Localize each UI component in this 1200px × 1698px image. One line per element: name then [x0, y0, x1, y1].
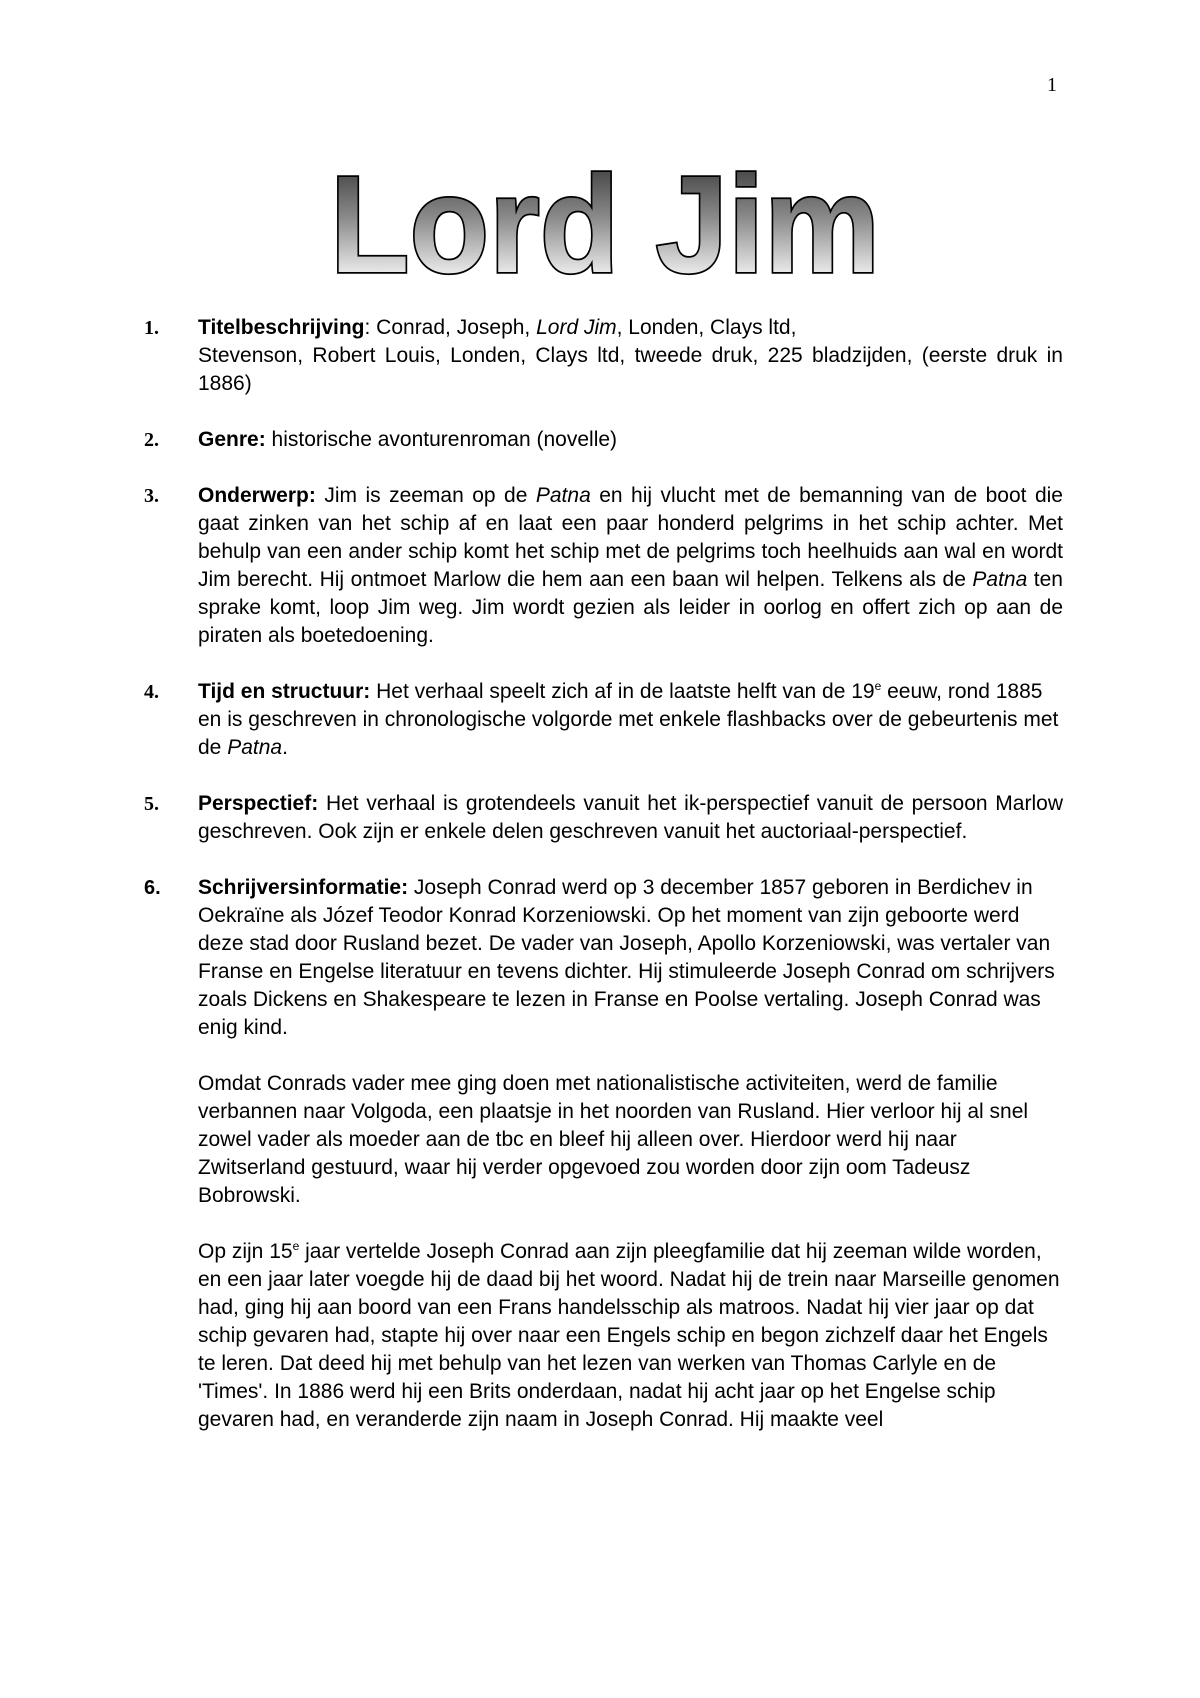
author-paragraph-3: Op zijn 15e jaar vertelde Joseph Conrad aan zijn pleegfamilie dat hij zeeman wilde worden, en een jaar later voegde hij de daad bij het woord. Nadat hij de trein naar Marseille genomen had, ging hij aan boord van een Frans handelsschip als matroos. Nadat hij vier jaar op dat schip gevaren had, stapte hij over naar een Engels schip en begon zichzelf daar het Engels te leren. Dat deed hij met behulp van het lezen van werken van Thomas Carlyle en de 'Times'. In 1886 werd hij een Brits onderdaan, nadat hij acht jaar op het Engelse schip gevaren had, en veranderde zijn naam in Joseph Conrad. Hij maakte veel — [198, 1239, 1060, 1431]
section-number: 5. — [144, 793, 159, 815]
section-label: Titelbeschrijving — [198, 316, 365, 339]
page-number: 1 — [1047, 74, 1057, 96]
section-number: 6. — [144, 877, 161, 899]
title-text: Lord Jim — [330, 152, 880, 292]
section-label: Perspectief: — [198, 792, 319, 815]
section-genre — [144, 426, 1063, 454]
section-text: Tijd en structuur: Het verhaal speelt zich af in de laatste helft van de 19e eeuw, rond 1885 en is geschreven in chronologische volgorde met enkele flashbacks over de gebeurtenis met de Patna. — [198, 679, 1059, 759]
section-text: Perspectief: Het verhaal is grotendeels vanuit het ik-perspectief vanuit de persoon Marlow geschreven. Ook zijn er enkele delen geschreven vanuit het auctoriaal-perspectief. — [198, 792, 1063, 843]
section-number: 1. — [144, 317, 159, 339]
section-label: Tijd en structuur: — [198, 680, 371, 703]
page-title — [320, 152, 890, 292]
section-number: 4. — [144, 681, 159, 703]
section-text: Titelbeschrijving: Conrad, Joseph, Lord Jim, Londen, Clays ltd, Stevenson, Robert Louis, Londen, Clays ltd, tweede druk, 225 bladzijden, (eerste druk in 1886) — [198, 316, 1063, 395]
section-perspective — [144, 790, 1063, 846]
section-label: Genre: — [198, 428, 266, 451]
section-text: Genre: historische avonturenroman (novelle) — [198, 428, 618, 451]
section-number: 2. — [144, 429, 159, 451]
section-title-description — [144, 314, 1063, 398]
section-text: Schrijversinformatie: Joseph Conrad werd op 3 december 1857 geboren in Berdichev in Oekraïne als Józef Teodor Konrad Korzeniowski. Op het moment van zijn geboorte werd deze stad door Rusland bezet. De vader van Joseph, Apollo Korzeniowski, was vertaler van Franse en Engelse literatuur en tevens dichter. Hij stimuleerde Joseph Conrad om schrijvers zoals Dickens en Shakespeare te lezen in Franse en Poolse vertaling. Joseph Conrad was enig kind. — [198, 876, 1055, 1039]
section-number: 3. — [144, 485, 159, 507]
info-list — [0, 314, 1200, 1462]
title-wordart — [320, 152, 890, 292]
author-paragraph-2: Omdat Conrads vader mee ging doen met nationalistische activiteiten, werd de familie verbannen naar Volgoda, een plaatsje in het noorden van Rusland. Hier verloor hij al snel zowel vader als moeder aan de tbc en bleef hij alleen over. Hierdoor werd hij naar Zwitserland gestuurd, waar hij verder opgevoed zou worden door zijn oom Tadeusz Bobrowski. — [198, 1072, 1029, 1207]
section-author-info — [144, 874, 1063, 1434]
section-text: Onderwerp: Jim is zeeman op de Patna en hij vlucht met de bemanning van de boot die gaat zinken van het schip af en laat een paar honderd pelgrims in het schip achter. Met behulp van een ander schip komt het schip met de pelgrims toch heelhuids aan wal en wordt Jim berecht. Hij ontmoet Marlow die hem aan een baan wil helpen. Telkens als de Patna ten sprake komt, loop Jim weg. Jim wordt gezien als leider in oorlog en offert zich op aan de piraten als boetedoening. — [198, 484, 1063, 647]
section-subject — [144, 482, 1063, 650]
section-label: Schrijversinformatie: — [198, 876, 409, 899]
section-time-structure — [144, 678, 1063, 762]
section-label: Onderwerp: — [198, 484, 316, 507]
